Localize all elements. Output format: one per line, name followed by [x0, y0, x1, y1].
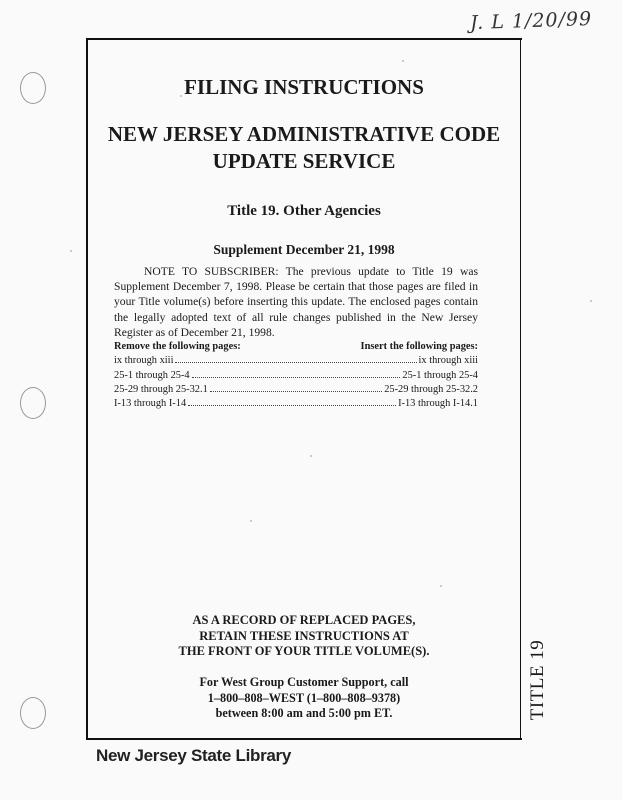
scan-speck: [590, 300, 592, 302]
record-notice-line1: AS A RECORD OF REPLACED PAGES,: [192, 613, 416, 627]
support-phone: 1–800–808–WEST (1–800–808–9378): [207, 690, 401, 705]
remove-pages: I-13 through I-14: [114, 398, 187, 410]
table-row: [114, 397, 478, 411]
binder-hole-middle: [20, 387, 46, 419]
remove-pages: 25-29 through 25-32.1: [114, 383, 208, 395]
binder-hole-bottom: [20, 697, 46, 729]
support-hours: between 8:00 am and 5:00 pm ET.: [215, 706, 393, 720]
scan-speck: [310, 455, 312, 457]
record-notice: [88, 613, 520, 660]
library-stamp: New Jersey State Library: [96, 746, 292, 765]
handwritten-initials-date: J. L 1/20/99: [469, 7, 593, 35]
insert-pages: I-13 through I-14.1: [398, 398, 478, 410]
record-notice-line2: RETAIN THESE INSTRUCTIONS AT: [199, 628, 409, 643]
customer-support: [88, 675, 520, 722]
scan-speck: [402, 60, 404, 62]
scan-speck: [180, 95, 182, 97]
insert-pages: ix through xiii: [418, 355, 478, 367]
record-notice-line3: THE FRONT OF YOUR TITLE VOLUME(S).: [178, 644, 430, 658]
pages-table-header: [114, 340, 478, 354]
title-tab: [526, 639, 550, 721]
remove-pages: 25-1 through 25-4: [114, 369, 190, 381]
subscriber-note: NOTE TO SUBSCRIBER: The previous update to Title 19 was Supplement December 7, 1998. Please be certain that those pages are filed in your Title volume(s) before inserting this update. The enclosed pages contain the legally adopted text of all rule changes published in the New Jersey Register as of December 21, 1998.: [114, 265, 478, 339]
dot-leader: [188, 405, 396, 406]
insert-header: Insert the following pages:: [360, 341, 478, 352]
supplement-date: Supplement December 21, 1998: [213, 242, 395, 257]
scan-speck: [440, 585, 442, 587]
table-row: [114, 383, 478, 397]
table-row: [114, 354, 478, 368]
remove-pages: ix through xiii: [114, 355, 174, 367]
scan-speck: [70, 250, 72, 252]
dot-leader: [175, 362, 416, 363]
scan-speck: [250, 520, 252, 522]
remove-header: Remove the following pages:: [114, 341, 241, 352]
table-row: [114, 369, 478, 383]
support-line1: For West Group Customer Support, call: [199, 675, 409, 689]
pages-table: [114, 340, 478, 411]
agency-title: Title 19. Other Agencies: [227, 203, 381, 219]
dot-leader: [192, 377, 401, 378]
title-tab-strip: [521, 38, 557, 738]
code-title: [88, 121, 520, 175]
document-title: FILING INSTRUCTIONS: [184, 75, 424, 99]
code-title-line2: UPDATE SERVICE: [212, 149, 396, 173]
title-tab-label: TITLE 19: [527, 639, 548, 721]
dot-leader: [210, 391, 382, 392]
binder-hole-top: [20, 72, 46, 104]
insert-pages: 25-29 through 25-32.2: [384, 383, 478, 395]
code-title-line1: NEW JERSEY ADMINISTRATIVE CODE: [107, 122, 501, 146]
insert-pages: 25-1 through 25-4: [402, 369, 478, 381]
